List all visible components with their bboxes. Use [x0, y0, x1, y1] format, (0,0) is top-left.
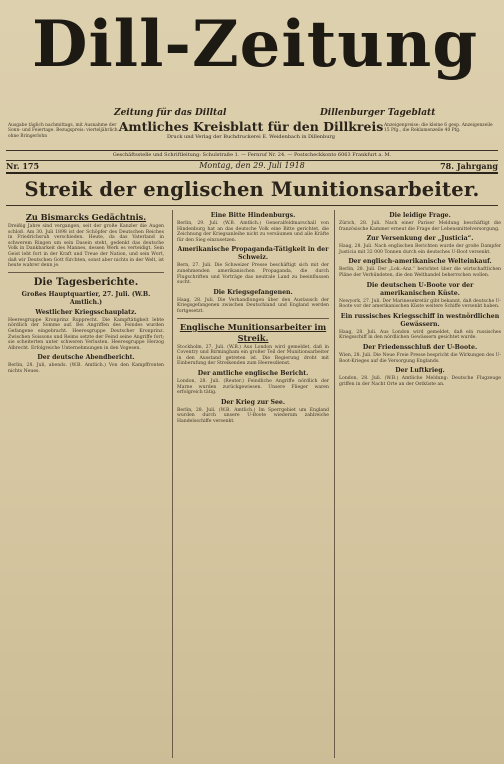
masthead — [0, 0, 504, 142]
ear-right: Anzeigenpreise: die kleine 6 gesp. Anzeigenzeile 15 Pfg., die Reklamenzeile 40 Pfg. — [384, 123, 493, 134]
column-2 — [172, 210, 329, 758]
sub-heading: Der deutsche Abendbericht. — [37, 354, 135, 362]
volume: 78. Jahrgang — [440, 161, 498, 171]
ear-left: Ausgabe täglich nachmittags, mit Ausnahme der Sonn- und Feiertage. Bezugspreis: vierteljährlich ohne Bringerlohn — [8, 123, 118, 139]
issue-date: Montag, den 29. Juli 1918 — [199, 161, 305, 170]
section-title: Der Friedensschluß der U-Boote. — [362, 343, 478, 351]
section-title: Die Kriegsgefangenen. — [213, 288, 293, 296]
date-row — [6, 160, 498, 174]
article-text: Berlin, 28. Juli. (W.B. Amtlich.) Im Sperrgebiet um England wurden durch unsere U-Boote wiederum zahlreiche Handelsschiffe versenkt. — [177, 407, 329, 424]
article-text: Dreißig Jahre sind vergangen, seit der große Kanzler die Augen schloß. Am 30. Juli 1898 ist der Schöpfer des Deutschen Reiches in Friedrichsruh verschieden. Heute, da das Vaterland in schwerem Ringen um sein Dasein steht, gedenkt das deutsche Volk in Dankbarkeit des Mannes, dessen Werk es verteidigt. Sein Geist lebt fort in der Kraft und Treue der Nation, und sein Wort, daß wir Deutschen Gott fürchten, sonst aber nichts in der Welt, ist heute wahrer denn je. — [8, 224, 164, 269]
article-text: Berlin, 28. Juli. Der „Lok.-Anz.“ berichtet über die wirtschaftlichen Pläne der Verbündeten, die den Welthandel beherrschen wollen. — [339, 267, 501, 278]
info-row: Geschäftsstelle und Schriftleitung: Schulstraße 1. — Fernruf Nr. 24. — Postscheckkonto 6063 Frankfurt a. M. — [6, 150, 498, 161]
section-title: Der Luftkrieg. — [395, 367, 445, 375]
section-title: Die leidige Frage. — [389, 212, 451, 219]
article-text: Bern, 27. Juli. Die Schweizer Presse beschäftigt sich mit der zunehmenden amerikanischen Propaganda, die durch Flugschriften und Vorträge das neutrale Land zu beeinflussen sucht. — [177, 263, 329, 286]
newspaper-title: Dill-Zeitung — [31, 7, 479, 82]
section-title: Der amtliche englische Bericht. — [197, 369, 309, 377]
article-text: London, 28. Juli. (Reuter.) Feindliche Angriffe nördlich der Marne wurden zurückgewiesen. Unsere Flieger waren erfolgreich tätig. — [177, 378, 329, 396]
subtitle-left: Zeitung für das Dilltal — [114, 108, 227, 118]
section-title: Ein russisches Kriegsschiff in westnördlichen Gewässern. — [340, 312, 500, 328]
issue-number: Nr. 175 — [6, 161, 40, 171]
section-title: Zur Versenkung der „Justicia“. — [366, 235, 474, 243]
article-text: Haag, 28. Juli. Aus London wird gemeldet, daß ein russisches Kriegsschiff in den nördlichen Gewässern gesichtet wurde. — [339, 329, 501, 341]
article-text: Newyork, 27. Juli. Der Marinesekretär gibt bekannt, daß deutsche U-Boote vor der amerikanischen Küste weitere Schiffe versenkt haben. — [339, 298, 501, 310]
column-1 — [8, 210, 164, 758]
section-title: Englische Munitionsarbeiter im Streik. — [179, 321, 327, 343]
section-title: Die deutschen U-Boote vor der amerikanischen Küste. — [366, 281, 474, 297]
dateline: Großes Hauptquartier, 27. Juli. (W.B. Amtlich.) — [21, 290, 151, 306]
article-text: Stockholm, 27. Juli. (W.B.) Aus London wird gemeldet, daß in Coventry und Birmingham ein großer Teil der Munitionsarbeiter in den Ausstand getreten ist. Die Regierung droht mit Einberufung der Streikenden zum Heeresdienst. — [177, 344, 329, 367]
official-title: Amtliches Kreisblatt für den Dillkreis — [118, 119, 384, 134]
article-text: Berlin, 28. Juli, abends. (W.B. Amtlich.) Von den Kampffronten nichts Neues. — [8, 363, 164, 374]
section-title: Eine Bitte Hindenburgs. — [210, 212, 296, 219]
article-text: Haag, 28. Juli. Die Verhandlungen über den Austausch der Kriegsgefangenen zwischen Deutschland und England werden fortgesetzt. — [177, 297, 329, 314]
subtitle-right: Dillenburger Tageblatt — [320, 108, 436, 118]
section-title: Der Krieg zur See. — [220, 398, 286, 406]
divider — [177, 318, 329, 319]
section-title: Amerikanische Propaganda-Tätigkeit in der Schweiz. — [177, 246, 329, 262]
sub-heading: Westlicher Kriegsschauplatz. — [35, 308, 137, 316]
article-text: London, 28. Juli. (W.B.) Amtliche Meldung: Deutsche Flugzeuge griffen in der Nacht Orte an der Ostküste an. — [339, 376, 501, 387]
article-text: Zürich, 28. Juli. Nach einer Pariser Meldung beschäftigt die französische Kammer erneut die Frage der Lebensmittelversorgung. — [339, 221, 501, 232]
article-text: Haag, 28. Juli. Nach englischen Berichten wurde der große Dampfer Justicia mit 32 000 Tonnen durch ein deutsches U-Boot versenkt. — [339, 244, 501, 255]
publisher-line: Druck und Verlag der Buchdruckerei E. Weidenbach in Dillenburg — [166, 134, 336, 140]
divider — [8, 272, 164, 273]
article-text: Berlin, 29. Juli. (W.B. Amtlich.) Generalfeldmarschall von Hindenburg hat an das deutsche Volk eine Bitte gerichtet, die Zeichnung der Kriegsanleihe nicht zu versäumen und alle Kräfte für den Sieg einzusetzen. — [177, 221, 329, 243]
section-title: Zu Bismarcks Gedächtnis. — [25, 212, 147, 222]
section-title: Der englisch-amerikanische Welteinkauf. — [348, 258, 492, 266]
main-headline: Streik der englischen Munitionsarbeiter. — [24, 178, 480, 201]
article-text: Wien, 28. Juli. Die Neue Freie Presse bespricht die Wirkungen des U-Boot-Krieges auf die Versorgung Englands. — [339, 352, 501, 364]
column-3 — [334, 210, 501, 758]
section-title: Die Tagesberichte. — [33, 276, 139, 288]
headline-rule — [6, 205, 498, 206]
article-text: Heeresgruppe Kronprinz Rupprecht. Die Kampftätigkeit lebte nördlich der Somme auf. Bei Angriffen des Feindes wurden Gefangene eingebracht. Heeresgruppe Deutscher Kronprinz. Zwischen Soissons und Reims setzte der Feind seine Angriffe fort; sie scheiterten unter schweren Verlusten. Heeresgruppe Herzog Albrecht. Erfolgreiche Unternehmungen in den Vogesen. — [8, 317, 164, 351]
